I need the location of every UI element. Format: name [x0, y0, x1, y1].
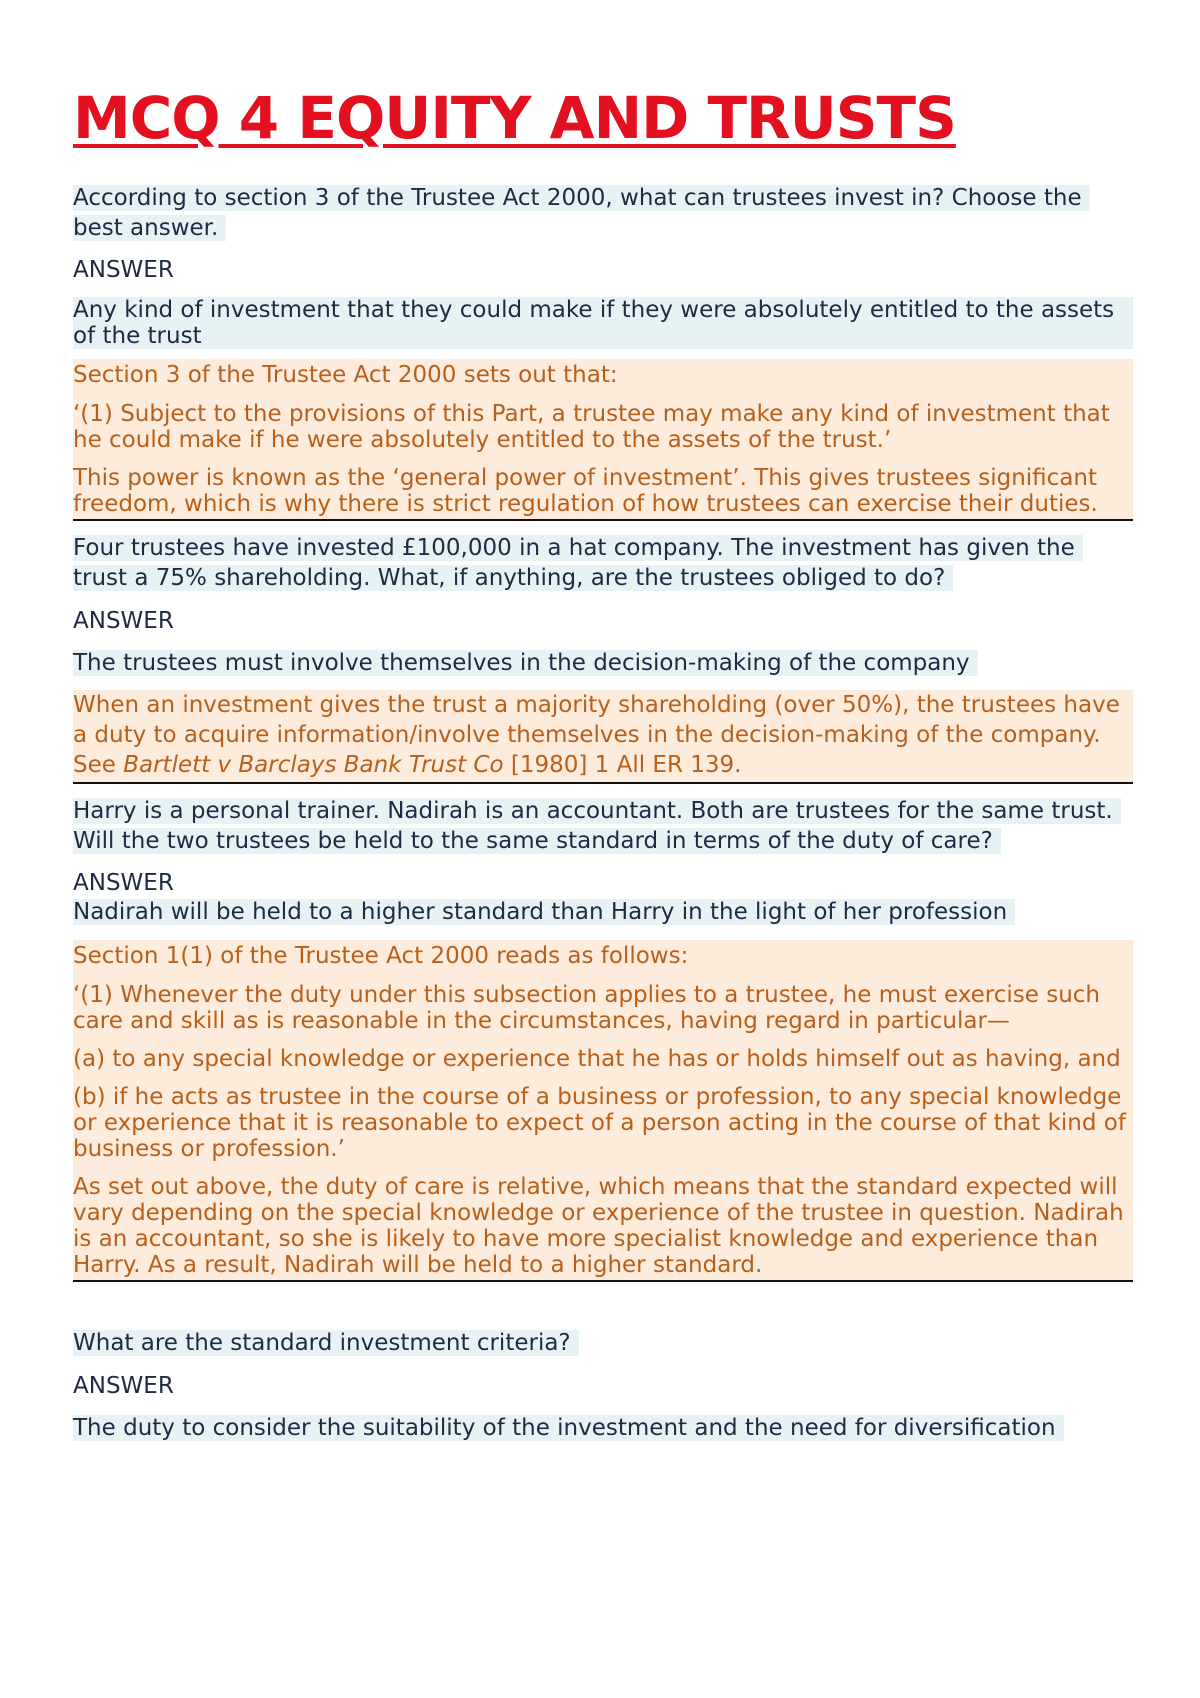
question-2-text: Four trustees have invested £100,000 in a hat company. The investment has given the trust a 75% shareholding. What, if anything, are the trustees obliged to do? [73, 533, 1133, 593]
answer-label: ANSWER [73, 869, 174, 896]
question-2-feedback: When an investment gives the trust a majority shareholding (over 50%), the trustees have a duty to acquire information/involve themselves in the decision-making of the company. See Bartlett v Barclays Bank Trust Co [1980] 1 All ER 139. [73, 690, 1133, 784]
question-1-feedback: Section 3 of the Trustee Act 2000 sets out that: ‘(1) Subject to the provisions of this Part, a trustee may make any kind of investment that he could make if he were absolutely entitled to the assets of the trust.’ This power is known as the ‘general power of investment’. This gives trustees significant freedom, which is why there is strict regulation of how trustees can exercise their duties. [73, 359, 1133, 521]
answer-label: ANSWER [73, 1372, 174, 1399]
question-2-answer: The trustees must involve themselves in the decision-making of the company [73, 649, 1133, 677]
answer-label: ANSWER [73, 607, 174, 634]
answer-label: ANSWER [73, 256, 174, 283]
question-4 [73, 1328, 1133, 1442]
document-page [73, 0, 1133, 1442]
question-1 [73, 183, 1133, 521]
question-3-answer: Nadirah will be held to a higher standard than Harry in the light of her profession [73, 898, 1133, 926]
question-3-feedback: Section 1(1) of the Trustee Act 2000 reads as follows: ‘(1) Whenever the duty under this subsection applies to a trustee, he must exercise such care and skill as is reasonable in the circumstances, having regard in particular— (a) to any special knowledge or experience that he has or holds himself out as having, and (b) if he acts as trustee in the course of a business or profession, to any special knowledge or experience that it is reasonable to expect of a person acting in the course of that kind of business or profession.’ As set out above, the duty of care is relative, which means that the standard expected will vary depending on the special knowledge or experience of the trustee in question. Nadirah is an accountant, so she is likely to have more specialist knowledge and experience than Harry. As a result, Nadirah will be held to a higher standard. [73, 940, 1133, 1282]
question-2 [73, 533, 1133, 784]
question-3-text: Harry is a personal trainer. Nadirah is an accountant. Both are trustees for the same trust. Will the two trustees be held to the same standard in terms of the duty of care? [73, 796, 1133, 856]
case-citation: Bartlett v Barclays Bank Trust Co [123, 751, 504, 778]
question-1-text: According to section 3 of the Trustee Act 2000, what can trustees invest in? Choose the best answer. [73, 183, 1133, 243]
question-3 [73, 796, 1133, 1282]
question-1-answer: Any kind of investment that they could make if they were absolutely entitled to the assets of the trust [73, 297, 1133, 349]
page-title: MCQ 4 EQUITY AND TRUSTS [73, 84, 956, 152]
question-4-text: What are the standard investment criteria? [73, 1328, 1133, 1358]
question-4-answer: The duty to consider the suitability of the investment and the need for diversification [73, 1414, 1133, 1442]
